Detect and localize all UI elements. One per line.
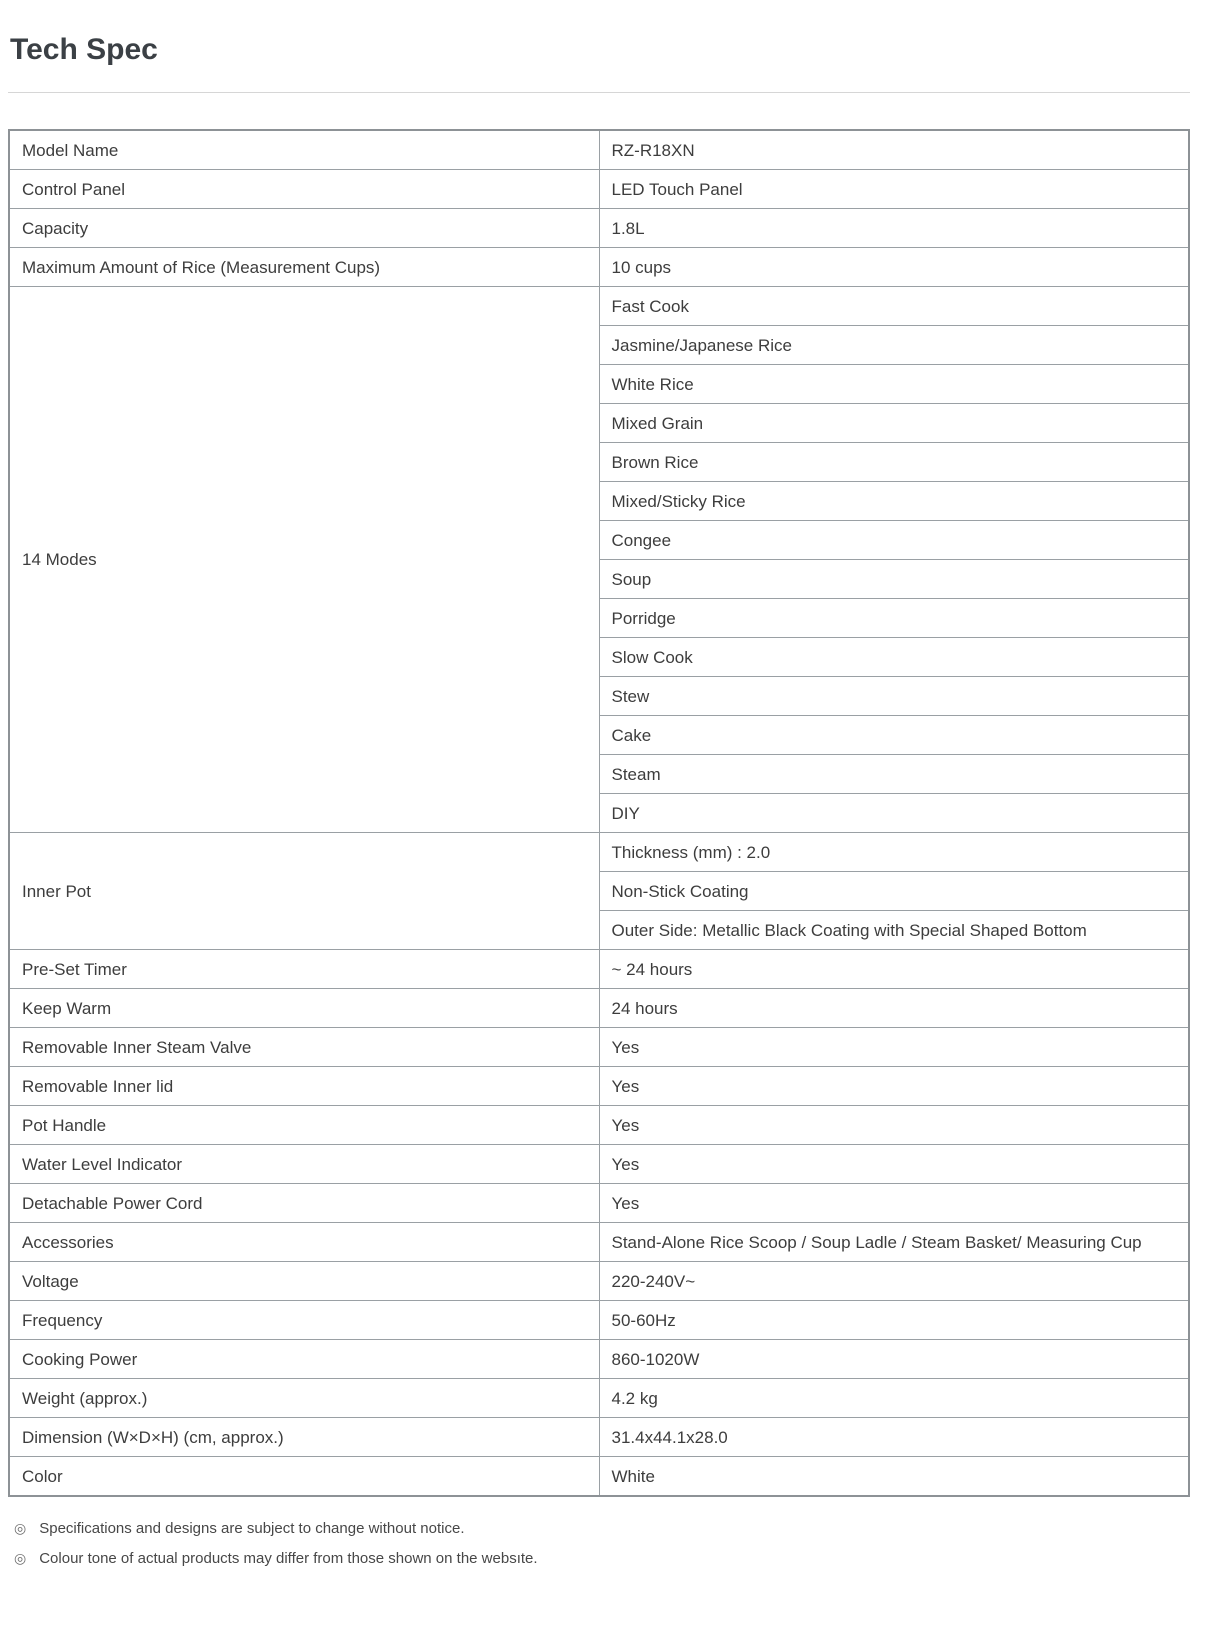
spec-row <box>9 1340 1189 1379</box>
spec-value-cell: Porridge <box>599 599 1189 638</box>
spec-label-cell: Dimension (W×D×H) (cm, approx.) <box>9 1418 599 1457</box>
spec-label-cell: Maximum Amount of Rice (Measurement Cups) <box>9 248 599 287</box>
spec-value-cell: Fast Cook <box>599 287 1189 326</box>
spec-value-cell: Mixed/Sticky Rice <box>599 482 1189 521</box>
spec-value-cell: Non-Stick Coating <box>599 872 1189 911</box>
spec-label-cell: 14 Modes <box>9 287 599 833</box>
spec-row <box>9 248 1189 287</box>
spec-value-cell: 24 hours <box>599 989 1189 1028</box>
spec-value-cell: DIY <box>599 794 1189 833</box>
spec-value-cell: Jasmine/Japanese Rice <box>599 326 1189 365</box>
spec-value-cell: Outer Side: Metallic Black Coating with Special Shaped Bottom <box>599 911 1189 950</box>
footnote <box>14 1519 1190 1538</box>
spec-value-cell: 1.8L <box>599 209 1189 248</box>
spec-row <box>9 130 1189 170</box>
spec-row <box>9 1457 1189 1497</box>
spec-label-cell: Frequency <box>9 1301 599 1340</box>
spec-value-cell: Yes <box>599 1184 1189 1223</box>
page <box>0 32 1214 1639</box>
spec-row <box>9 1145 1189 1184</box>
spec-value-cell: Thickness (mm) : 2.0 <box>599 833 1189 872</box>
spec-value-cell: Mixed Grain <box>599 404 1189 443</box>
spec-label-cell: Model Name <box>9 130 599 170</box>
spec-label-cell: Pot Handle <box>9 1106 599 1145</box>
spec-value-cell: Steam <box>599 755 1189 794</box>
spec-value-cell: Slow Cook <box>599 638 1189 677</box>
spec-label-cell: Control Panel <box>9 170 599 209</box>
spec-label-cell: Inner Pot <box>9 833 599 950</box>
tech-spec-table <box>8 129 1190 1497</box>
spec-label-cell: Water Level Indicator <box>9 1145 599 1184</box>
spec-value-cell: White Rice <box>599 365 1189 404</box>
spec-label-cell: Accessories <box>9 1223 599 1262</box>
double-circle-bullet-icon: ◎ <box>14 1520 27 1536</box>
tech-spec-table-body <box>9 130 1189 1496</box>
spec-value-cell: 10 cups <box>599 248 1189 287</box>
spec-value-cell: 220-240V~ <box>599 1262 1189 1301</box>
spec-value-cell: Stew <box>599 677 1189 716</box>
footnote-text: Specifications and designs are subject to change without notice. <box>39 1520 465 1537</box>
spec-row <box>9 209 1189 248</box>
spec-label-cell: Pre-Set Timer <box>9 950 599 989</box>
spec-value-cell: 860-1020W <box>599 1340 1189 1379</box>
spec-value-cell: RZ-R18XN <box>599 130 1189 170</box>
spec-row <box>9 1301 1189 1340</box>
spec-value-cell: ~ 24 hours <box>599 950 1189 989</box>
page-title: Tech Spec <box>10 33 158 66</box>
spec-label-cell: Weight (approx.) <box>9 1379 599 1418</box>
spec-value-cell: Yes <box>599 1106 1189 1145</box>
spec-label-cell: Detachable Power Cord <box>9 1184 599 1223</box>
spec-row <box>9 1418 1189 1457</box>
spec-value-cell: Cake <box>599 716 1189 755</box>
spec-label-cell: Voltage <box>9 1262 599 1301</box>
spec-label-cell: Removable Inner lid <box>9 1067 599 1106</box>
spec-row <box>9 1262 1189 1301</box>
spec-value-cell: Yes <box>599 1028 1189 1067</box>
spec-label-cell: Capacity <box>9 209 599 248</box>
spec-row <box>9 1379 1189 1418</box>
spec-row <box>9 1028 1189 1067</box>
spec-row <box>9 1067 1189 1106</box>
footnote-text: Colour tone of actual products may differ from those shown on the websıte. <box>39 1550 538 1567</box>
spec-row <box>9 833 1189 872</box>
spec-value-cell: Yes <box>599 1145 1189 1184</box>
spec-label-cell: Keep Warm <box>9 989 599 1028</box>
spec-value-cell: 4.2 kg <box>599 1379 1189 1418</box>
spec-row <box>9 989 1189 1028</box>
spec-value-cell: Brown Rice <box>599 443 1189 482</box>
spec-row <box>9 170 1189 209</box>
spec-row <box>9 1223 1189 1262</box>
spec-value-cell: Stand-Alone Rice Scoop / Soup Ladle / Steam Basket/ Measuring Cup <box>599 1223 1189 1262</box>
spec-value-cell: 31.4x44.1x28.0 <box>599 1418 1189 1457</box>
spec-value-cell: LED Touch Panel <box>599 170 1189 209</box>
spec-label-cell: Cooking Power <box>9 1340 599 1379</box>
spec-row <box>9 1184 1189 1223</box>
double-circle-bullet-icon: ◎ <box>14 1550 27 1566</box>
spec-value-cell: White <box>599 1457 1189 1497</box>
spec-value-cell: Yes <box>599 1067 1189 1106</box>
spec-value-cell: Soup <box>599 560 1189 599</box>
footnotes <box>14 1519 1190 1568</box>
spec-label-cell: Removable Inner Steam Valve <box>9 1028 599 1067</box>
spec-row <box>9 287 1189 326</box>
title-divider <box>8 92 1190 93</box>
footnote <box>14 1549 1190 1568</box>
spec-row <box>9 1106 1189 1145</box>
spec-value-cell: 50-60Hz <box>599 1301 1189 1340</box>
spec-row <box>9 950 1189 989</box>
spec-value-cell: Congee <box>599 521 1189 560</box>
spec-label-cell: Color <box>9 1457 599 1497</box>
